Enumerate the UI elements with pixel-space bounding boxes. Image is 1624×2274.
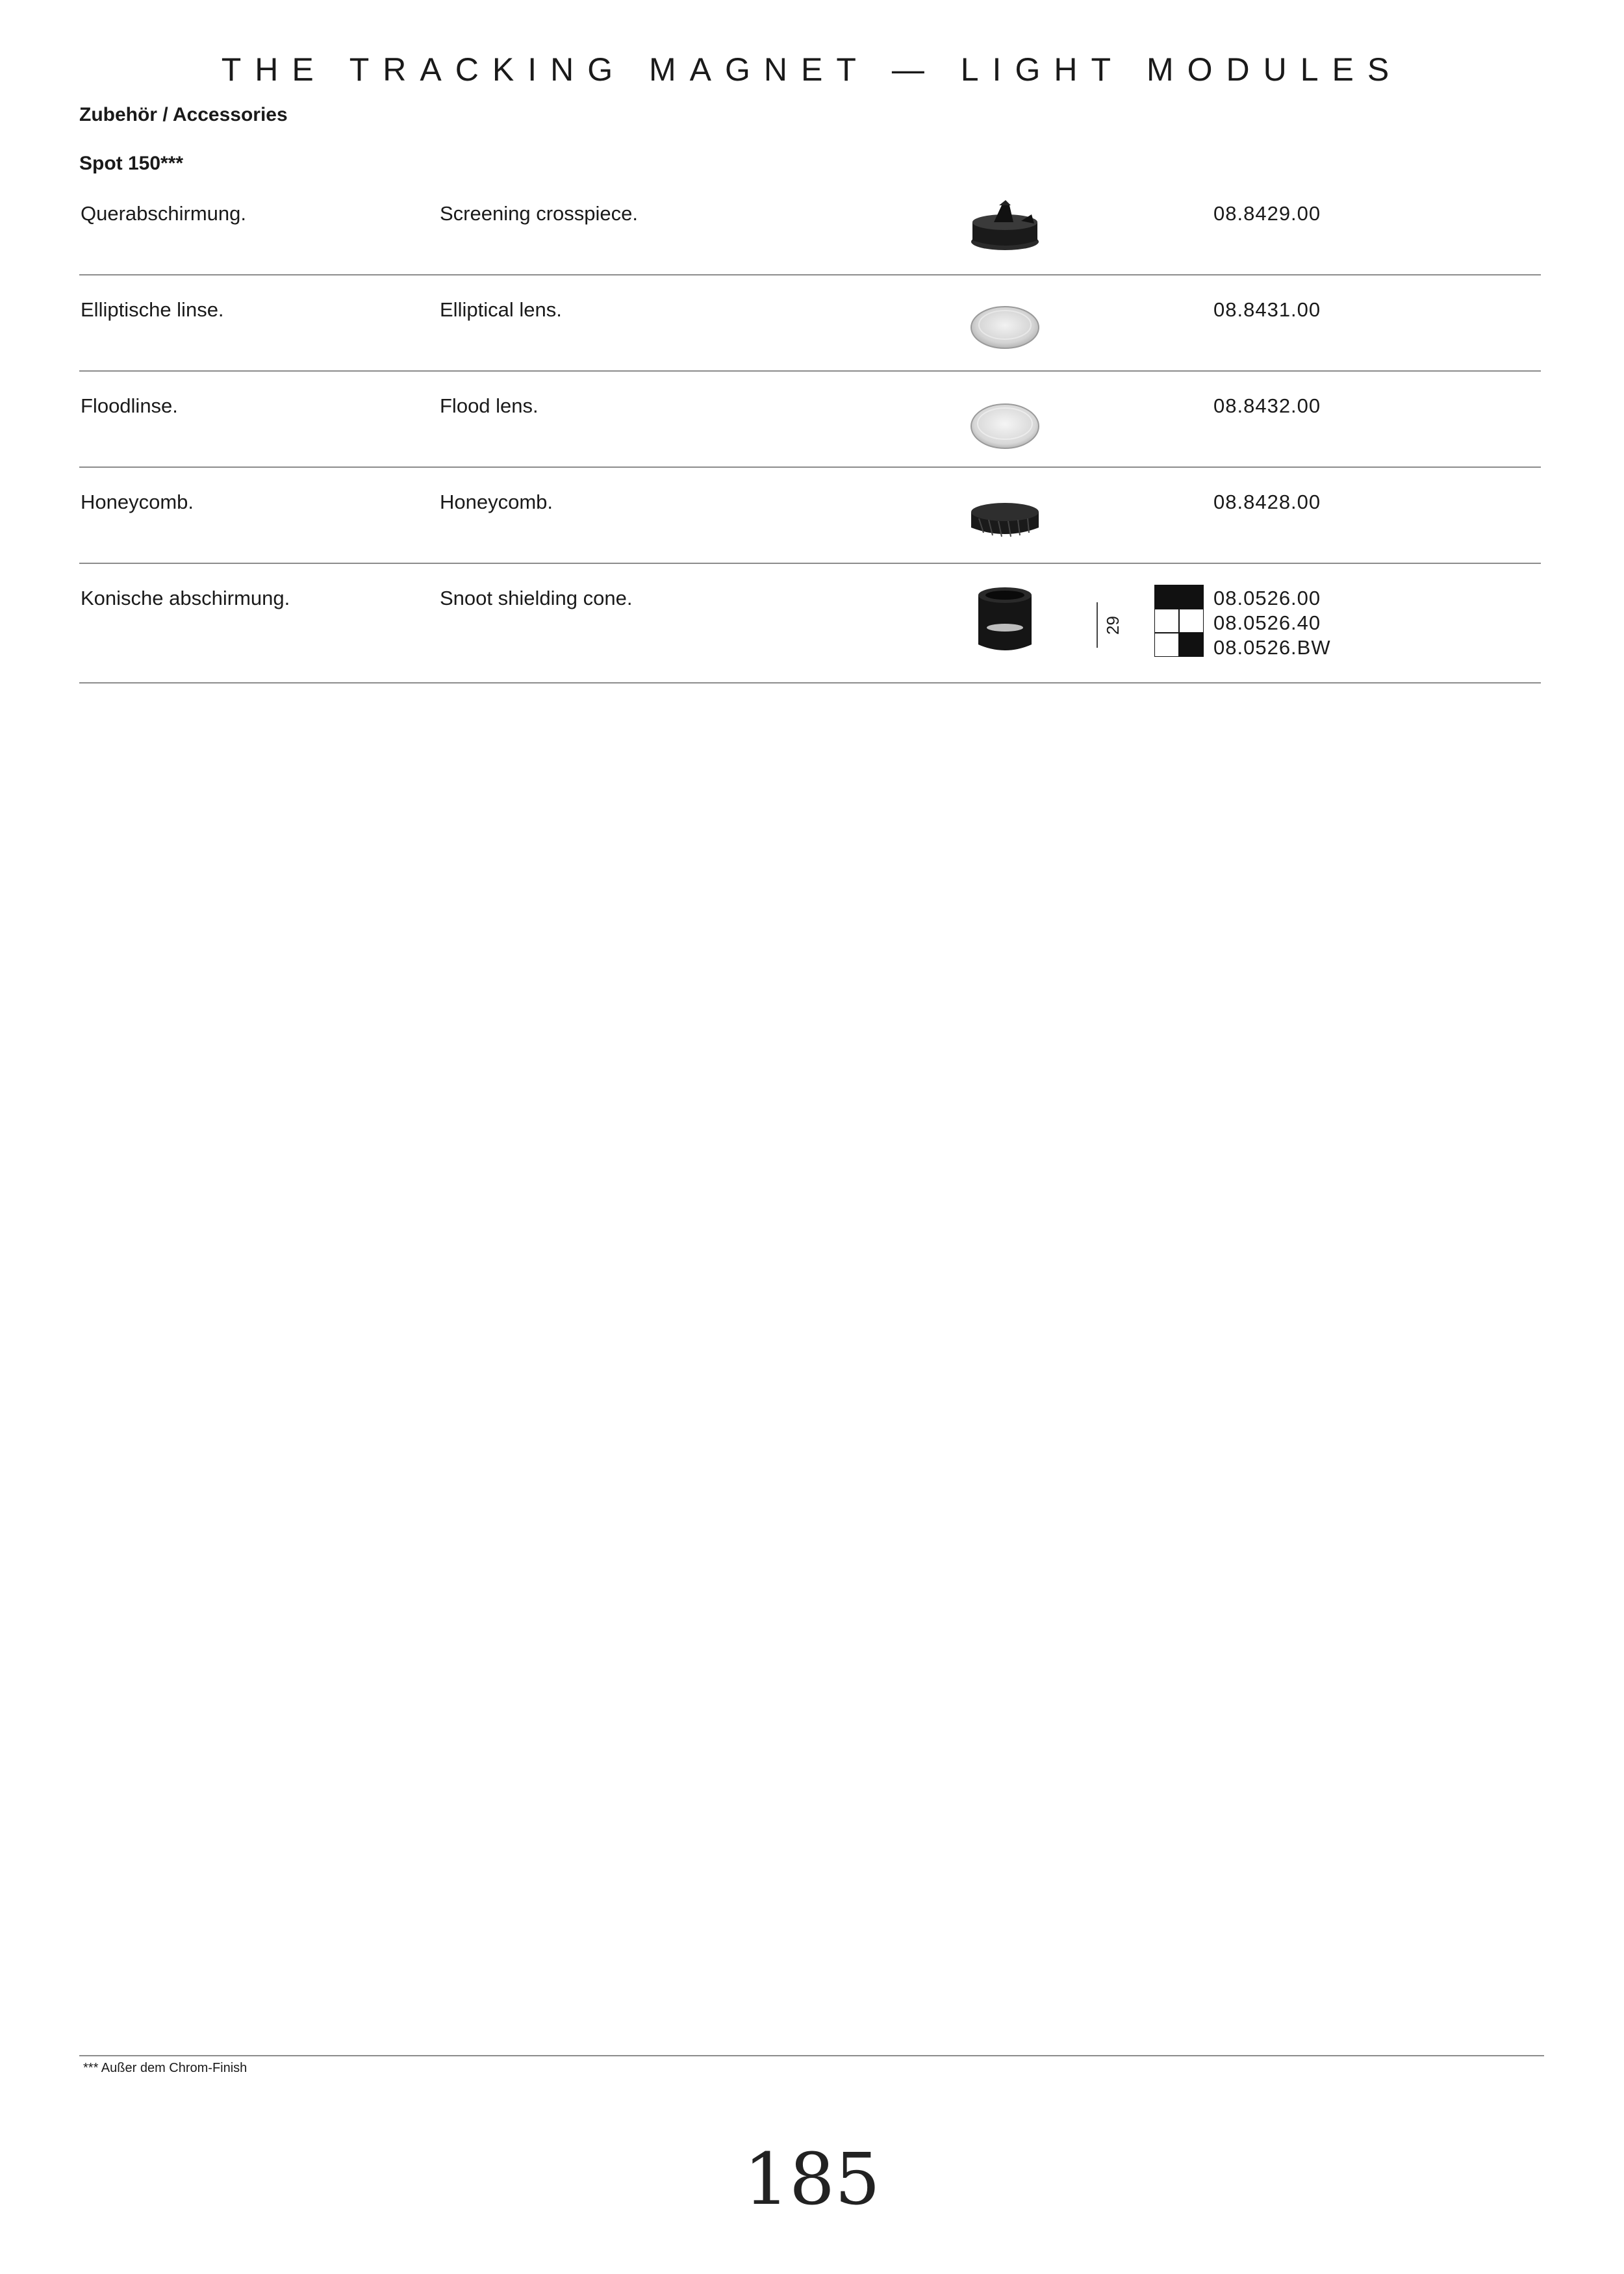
crosspiece-icon (937, 195, 1073, 266)
honeycomb-icon (937, 483, 1073, 555)
dimension-line (1097, 602, 1098, 648)
article-number: 08.0526.00 (1213, 587, 1321, 609)
article-number: 08.0526.BW (1213, 636, 1331, 659)
table-row (79, 298, 1541, 372)
article-number: 08.8431.00 (1213, 298, 1321, 321)
english-description: Screening crosspiece. (440, 202, 638, 225)
finish-swatch-row (1154, 633, 1204, 657)
dimension-label: 29 (1103, 616, 1123, 635)
finish-swatches (1154, 585, 1204, 657)
section-heading: Zubehör / Accessories (79, 104, 288, 125)
finish-swatch-row (1154, 585, 1204, 609)
finish-swatch (1179, 585, 1204, 609)
table-row (79, 394, 1541, 468)
article-number: 08.8429.00 (1213, 202, 1321, 225)
elliptical-lens-icon (937, 291, 1073, 363)
product-subheading: Spot 150*** (79, 153, 184, 174)
german-description: Querabschirmung. (81, 202, 247, 225)
english-description: Elliptical lens. (440, 298, 562, 321)
finish-swatch (1179, 609, 1204, 633)
flood-lens-icon (937, 387, 1073, 459)
german-description: Floodlinse. (81, 394, 178, 417)
article-number-list (1213, 586, 1331, 660)
footer-divider (79, 2055, 1544, 2056)
german-description: Elliptische linse. (81, 298, 224, 321)
snoot-cone-icon (937, 580, 1073, 664)
english-description: Flood lens. (440, 394, 539, 417)
english-description: Honeycomb. (440, 491, 553, 513)
finish-swatch (1154, 609, 1179, 633)
table-row (79, 586, 1541, 683)
finish-swatch (1154, 585, 1179, 609)
article-number: 08.8432.00 (1213, 394, 1321, 417)
german-description: Konische abschirmung. (81, 587, 290, 609)
finish-swatch-row (1154, 609, 1204, 633)
article-number: 08.0526.40 (1213, 611, 1321, 634)
dimension-indicator (1094, 602, 1123, 648)
page-title: THE TRACKING MAGNET — LIGHT MODULES (221, 51, 1403, 88)
finish-swatch (1179, 633, 1204, 657)
page-number: 185 (744, 2138, 880, 2221)
table-row (79, 490, 1541, 564)
footnote: *** Außer dem Chrom-Finish (83, 2061, 247, 2075)
table-row (79, 201, 1541, 275)
english-description: Snoot shielding cone. (440, 587, 633, 609)
german-description: Honeycomb. (81, 491, 194, 513)
finish-swatch (1154, 633, 1179, 657)
article-number: 08.8428.00 (1213, 491, 1321, 513)
